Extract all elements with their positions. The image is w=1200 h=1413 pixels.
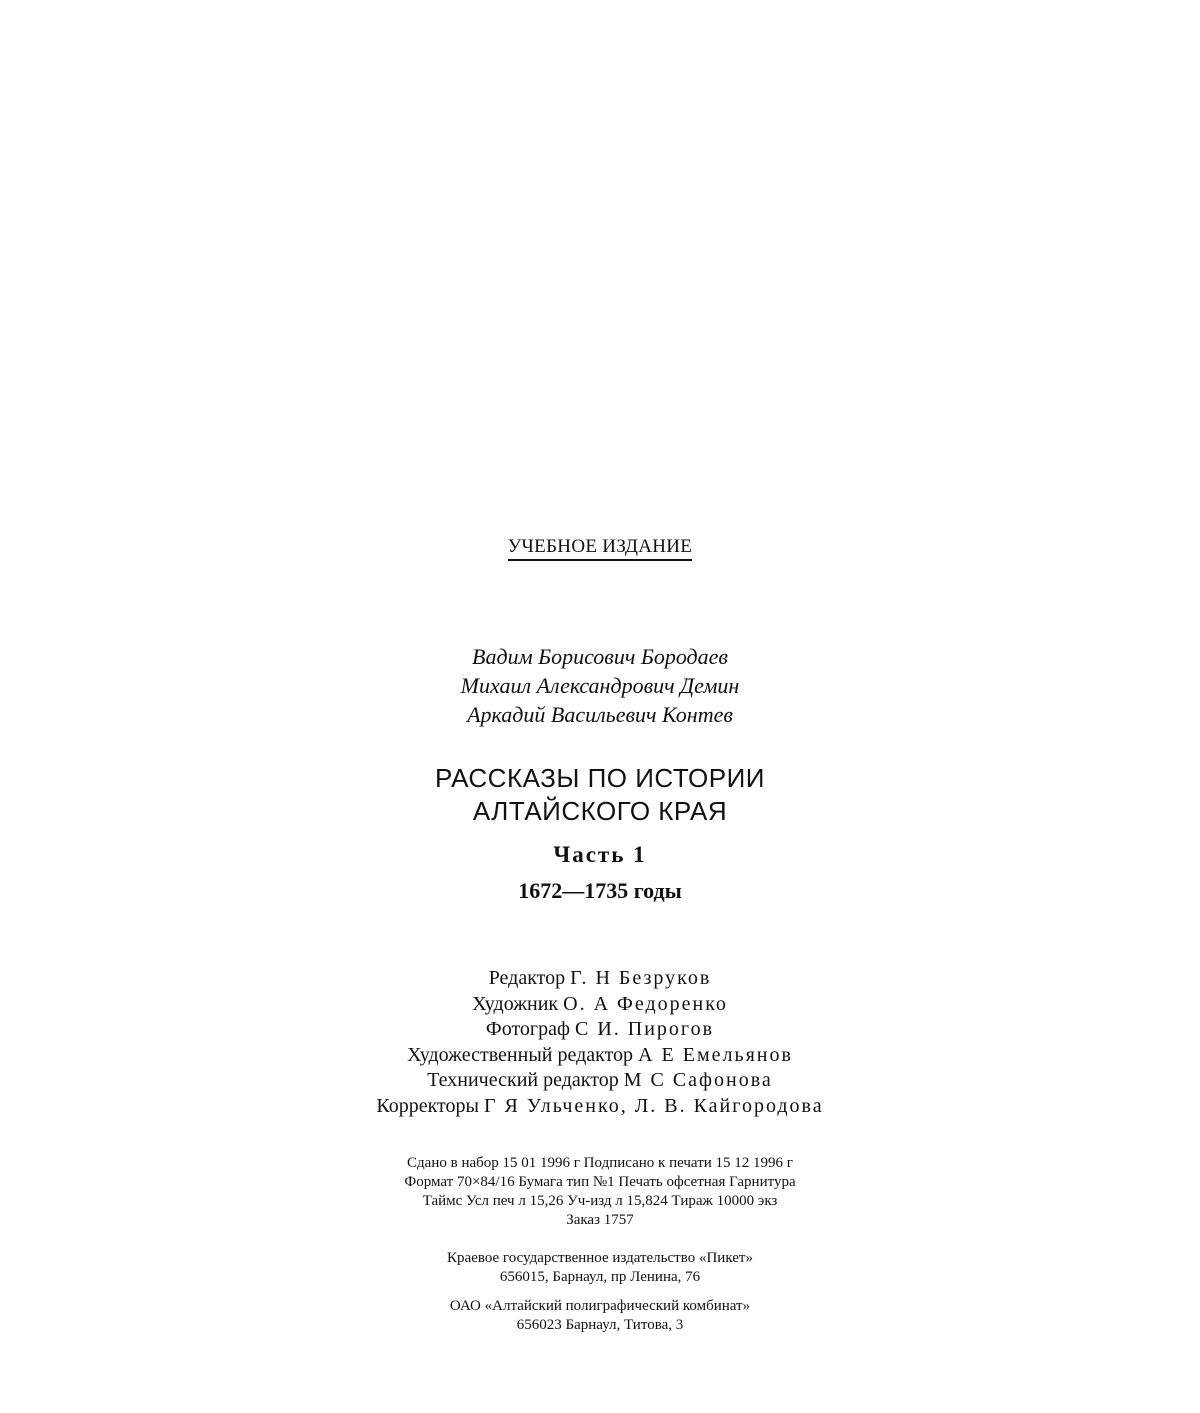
- printer-address: 656023 Барнаул, Титова, 3: [516, 1317, 684, 1333]
- book-title-line: РАССКАЗЫ ПО ИСТОРИИ: [435, 763, 765, 793]
- staff-credit: [300, 992, 900, 1018]
- staff-name: Г. Н Безруков: [570, 967, 712, 989]
- staff-role: Корректоры: [376, 1094, 479, 1117]
- staff-role: Технический редактор: [427, 1069, 619, 1091]
- staff-credit: [300, 1094, 900, 1120]
- staff-credits: [300, 966, 900, 1119]
- imprint-line: Таймс Усл печ л 15,26 Уч-изд л 15,824 Тираж 10000 экз: [422, 1193, 778, 1209]
- staff-role: Художник: [472, 992, 559, 1015]
- staff-role: Фотограф: [485, 1018, 570, 1040]
- staff-role: Художественный редактор: [407, 1043, 634, 1066]
- part-label: Часть 1: [553, 842, 647, 867]
- staff-name: С И. Пирогов: [574, 1018, 715, 1040]
- staff-credit: [300, 1017, 900, 1043]
- staff-credit: [300, 1043, 900, 1069]
- imprint-line: Заказ 1757: [566, 1212, 634, 1228]
- author-name: Аркадий Васильевич Контев: [467, 702, 733, 727]
- series-label-text: УЧЕБНОЕ ИЗДАНИЕ: [508, 536, 692, 561]
- printer-name: ОАО «Алтайский полиграфический комбинат»: [449, 1298, 751, 1314]
- series-label: [300, 536, 900, 561]
- imprint-line: Формат 70×84/16 Бумага тип №1 Печать офсетная Гарнитура: [404, 1174, 796, 1190]
- book-title-line: АЛТАЙСКОГО КРАЯ: [472, 796, 728, 826]
- staff-name: М С Сафонова: [623, 1069, 773, 1091]
- staff-name: Г Я Ульченко, Л. В. Кайгородова: [483, 1094, 824, 1117]
- staff-credit: [300, 1068, 900, 1094]
- staff-credit: [300, 966, 900, 992]
- authors-list: [300, 642, 900, 729]
- imprint-details: [330, 1154, 870, 1230]
- years-label: 1672—1735 годы: [518, 878, 682, 903]
- author-name: Михаил Александрович Демин: [460, 673, 740, 698]
- publisher-info: [300, 1249, 900, 1287]
- imprint-line: Сдано в набор 15 01 1996 г Подписано к печати 15 12 1996 г: [407, 1155, 793, 1171]
- publisher-name: Краевое государственное издательство «Пикет»: [447, 1250, 753, 1266]
- staff-role: Редактор: [488, 967, 566, 989]
- staff-name: А Е Емельянов: [638, 1043, 793, 1066]
- staff-name: О. А Федоренко: [563, 992, 728, 1015]
- book-title: [300, 762, 900, 828]
- publisher-address: 656015, Барнаул, пр Ленина, 76: [499, 1269, 701, 1285]
- author-name: Вадим Борисович Бородаев: [472, 644, 728, 669]
- printer-info: [300, 1297, 900, 1335]
